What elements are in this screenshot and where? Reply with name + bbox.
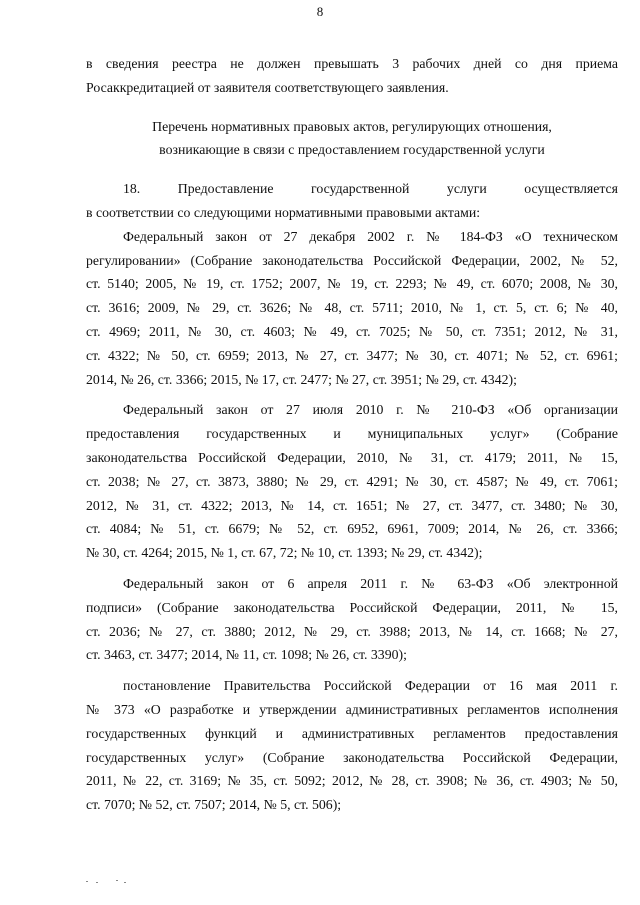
paragraph-18	[86, 177, 618, 225]
page-number: 8	[316, 4, 324, 19]
paragraph-law-210-fz	[86, 398, 618, 565]
text-line: ст. 4969; 2011, № 30, ст. 4603; № 49, ст. 7025; № 50, ст. 7351; 2012, № 31,	[86, 323, 618, 339]
text-line: 2011, № 22, ст. 3169; № 35, ст. 5092; 2012, № 28, ст. 3908; № 36, ст. 4903; № 50,	[86, 773, 618, 789]
text-line: ст. 3463, ст. 3477; 2014, № 11, ст. 1098; № 26, ст. 3390);	[86, 647, 407, 663]
text-line: Федеральный закон от 27 декабря 2002 г. № 184-ФЗ «О техническом	[123, 228, 618, 244]
text-line: ст. 2038; № 27, ст. 3873, 3880; № 29, ст. 4291; № 30, ст. 4587; № 49, ст. 7061;	[86, 473, 618, 489]
text-line: Федеральный закон от 27 июля 2010 г. № 210-ФЗ «Об организации	[123, 402, 618, 418]
text-line: № 373 «О разработке и утверждении административных регламентов исполнения	[86, 701, 618, 717]
section-heading	[86, 115, 618, 163]
text-line: подписи» (Собрание законодательства Российской Федерации, 2011, № 15,	[86, 599, 618, 615]
text-line: ст. 3616; 2009, № 29, ст. 3626; № 48, ст. 5711; 2010, № 1, ст. 5, ст. 6; № 40,	[86, 300, 618, 316]
text-line: 2012, № 31, ст. 4322; 2013, № 14, ст. 1651; № 27, ст. 3477, ст. 3480; № 30,	[86, 497, 618, 513]
heading-line: возникающие в связи с предоставлением государственной услуги	[159, 142, 545, 158]
text-line: законодательства Российской Федерации, 2010, № 31, ст. 4179; 2011, № 15,	[86, 449, 618, 465]
text-line: постановление Правительства Российской Федерации от 16 мая 2011 г.	[123, 678, 618, 694]
text-line: ст. 2036; № 27, ст. 3880; 2012, № 29, ст. 3988; 2013, № 14, ст. 1668; № 27,	[86, 623, 618, 639]
text-line: ст. 7070; № 52, ст. 7507; 2014, № 5, ст. 506);	[86, 797, 342, 813]
text-line: в сведения реестра не должен превышать 3 рабочих дней со дня приема	[86, 56, 618, 71]
paragraph-resolution-373	[86, 674, 618, 817]
text-line: государственных услуг» (Собрание законодательства Российской Федерации,	[86, 749, 618, 765]
text-line: регулировании» (Собрание законодательства Российской Федерации, 2002, № 52,	[86, 252, 618, 268]
heading-line: Перечень нормативных правовых актов, регулирующих отношения,	[152, 118, 552, 134]
text-line: 18. Предоставление государственной услуги осуществляется	[123, 181, 618, 197]
text-line: № 30, ст. 4264; 2015, № 1, ст. 67, 72; № 10, ст. 1393; № 29, ст. 4342);	[86, 545, 483, 561]
paragraph-law-184-fz	[86, 225, 618, 392]
text-line: Федеральный закон от 6 апреля 2011 г. № 63-ФЗ «Об электронной	[123, 575, 618, 591]
text-line: предоставления государственных и муниципальных услуг» (Собрание	[86, 426, 618, 442]
intro-paragraph	[86, 52, 618, 100]
text-line: ст. 4322; № 50, ст. 6959; 2013, № 27, ст. 3477; № 30, ст. 4071; № 52, ст. 6961;	[86, 347, 618, 363]
text-line: ст. 4084; № 51, ст. 6679; № 52, ст. 6952, 6961, 7009; 2014, № 26, ст. 3366;	[86, 521, 618, 537]
document-body	[86, 52, 618, 817]
text-line: 2014, № 26, ст. 3366; 2015, № 17, ст. 2477; № 27, ст. 3951; № 29, ст. 4342);	[86, 371, 517, 387]
text-line: в соответствии со следующими нормативными правовыми актами:	[86, 204, 481, 220]
paragraph-law-63-fz	[86, 572, 618, 667]
text-line: Росаккредитацией от заявителя соответствующего заявления.	[86, 79, 449, 95]
scan-marks	[86, 879, 146, 885]
text-line: ст. 5140; 2005, № 19, ст. 1752; 2007, № 19, ст. 2293; № 49, ст. 6070; 2008, № 30,	[86, 276, 618, 292]
text-line: государственных функций и административных регламентов предоставления	[86, 725, 618, 741]
